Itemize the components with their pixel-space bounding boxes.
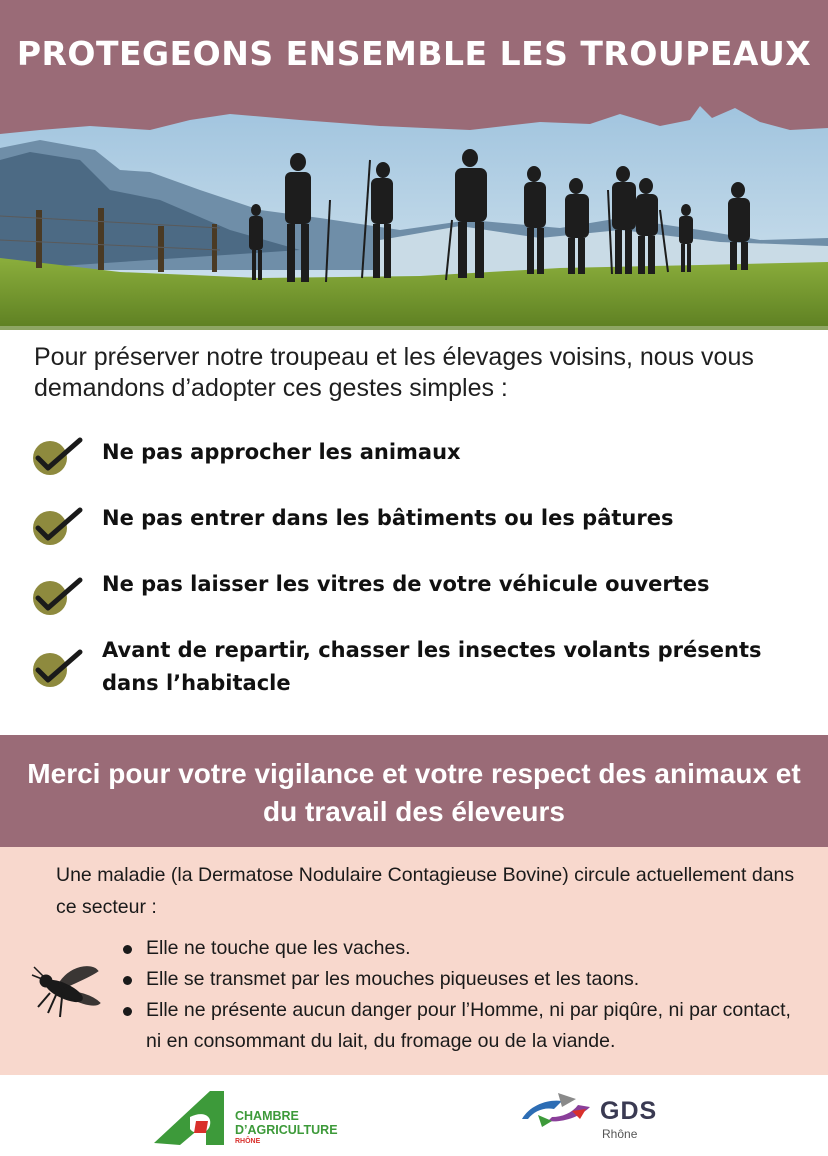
disease-intro: Une maladie (la Dermatose Nodulaire Contagieuse Bovine) circule actuellement dans ce secteur :: [56, 864, 795, 918]
list-item: [120, 933, 810, 964]
bullet-icon: [123, 1007, 132, 1016]
gds-emblem-icon: [518, 1091, 596, 1131]
page-title: PROTEGEONS ENSEMBLE LES TROUPEAUX: [16, 34, 812, 73]
chambre-agriculture-emblem-icon: [150, 1089, 230, 1147]
footer-logos: [0, 1075, 828, 1156]
thanks-banner: [0, 735, 828, 847]
chambre-agriculture-logo: [150, 1083, 400, 1149]
bullet-icon: [123, 945, 132, 954]
gds-logo: [518, 1087, 688, 1147]
checkmark-icon: [30, 574, 86, 618]
disease-facts: [120, 933, 810, 1057]
chambre-line3: RHÔNE: [235, 1138, 261, 1145]
checklist-item-text: Ne pas laisser les vitres de votre véhicule ouvertes: [102, 572, 710, 596]
list-item: [120, 995, 810, 1057]
chambre-agriculture-text: [235, 1109, 338, 1146]
intro-text: Pour préserver notre troupeau et les élevages voisins, nous vous demandons d’adopter ces gestes simples :: [34, 343, 754, 402]
disease-fact-text: Elle ne touche que les vaches.: [146, 937, 411, 959]
chambre-line1: CHAMBRE: [235, 1109, 299, 1123]
thanks-text: Merci pour votre vigilance et votre respect des animaux et du travail des éleveurs: [27, 758, 801, 827]
checklist-item-text: Ne pas approcher les animaux: [102, 440, 461, 464]
gds-name: GDS: [600, 1097, 658, 1125]
bullet-icon: [123, 976, 132, 985]
checkmark-icon: [30, 646, 86, 690]
disease-info: [0, 847, 828, 1075]
checklist-item-text: Ne pas entrer dans les bâtiments ou les pâtures: [102, 506, 674, 530]
disease-fact-text: Elle se transmet par les mouches piqueuses et les taons.: [146, 968, 640, 990]
checklist-item-text: Avant de repartir, chasser les insectes volants présents dans l’habitacle: [102, 638, 762, 695]
chambre-line2: D’AGRICULTURE: [235, 1123, 338, 1137]
disease-fact-text: Elle ne présente aucun danger pour l’Homme, ni par piqûre, ni par contact, ni en consommant du lait, du fromage ou de la viande.: [146, 999, 791, 1052]
list-item: [120, 964, 810, 995]
hikers-photo: [0, 100, 828, 330]
checkmark-icon: [30, 434, 86, 478]
checkmark-icon: [30, 504, 86, 548]
gds-region: Rhône: [602, 1127, 638, 1141]
fly-icon: [30, 957, 104, 1023]
